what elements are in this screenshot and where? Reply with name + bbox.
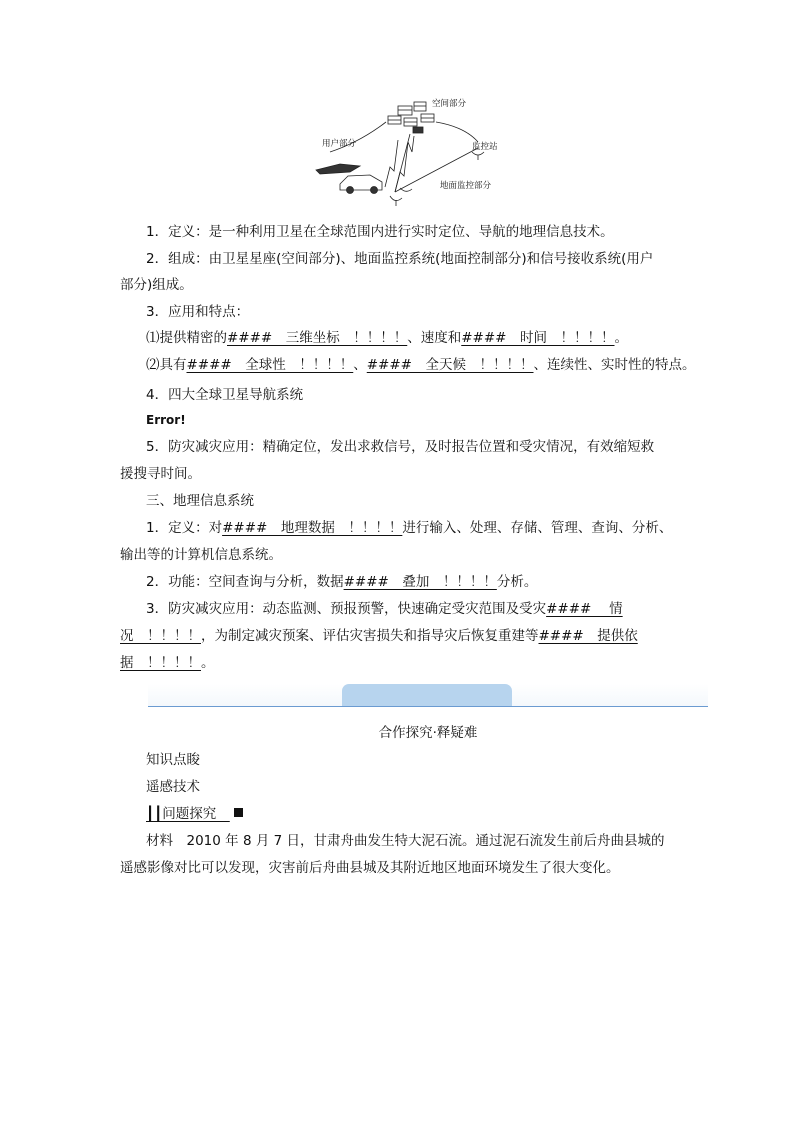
gps-four-systems: 4．四大全球卫星导航系统 [146, 387, 304, 403]
label-user: 用户部分 [322, 139, 357, 149]
gps-application-2: ⑵具有#### 全球性 ！！！！、#### 全天候 ！！！！、连续性、实时性的特点。 [146, 357, 696, 373]
gps-composition: 2．组成：由卫星星座(空间部分)、地面监控系统(地面控制部分)和信号接收系统(用户 [146, 251, 654, 267]
blank-answer: 据 ！！！！ [120, 655, 201, 671]
blank-answer: 况 ！！！！ [120, 628, 201, 644]
lightning-icon [385, 140, 398, 187]
signal-arc [436, 122, 478, 142]
blank-answer: #### 时间 ！！！！ [461, 330, 615, 346]
blank-answer: #### 全球性 ！！！！ [186, 357, 354, 373]
blank-answer: #### 全天候 ！！！！ [366, 357, 534, 373]
gps-disaster: 5．防灾减灾应用：精确定位，发出求救信号，及时报告位置和受灾情况，有效缩短救 [146, 439, 655, 455]
gis-disaster: 3．防灾减灾应用：动态监测、预报预警，快速确定受灾范围及受灾#### 情 [146, 601, 623, 617]
knowledge-point-heading: 知识点睃 [146, 752, 200, 768]
gps-application: 3．应用和特点： [146, 304, 250, 320]
gis-function: 2．功能：空间查询与分析，数据#### 叠加 ！！！！分析。 [146, 574, 538, 590]
satellite-dish-icon [390, 152, 484, 206]
blank-answer: #### 地理数据 ！！！！ [222, 520, 403, 536]
section-divider [148, 706, 708, 707]
error-text: Error! [146, 413, 186, 427]
blank-answer: #### 提供依 [538, 628, 638, 644]
material-paragraph: 材料 2010 年 8 月 7 日，甘肃舟曲发生特大泥石流。通过泥石流发生前后舟曲县城的 [146, 833, 665, 849]
gis-disaster-cont: 况 ！！！！，为制定减灾预案、评估灾害损失和指导灾后恢复重建等#### 提供依 [120, 628, 638, 644]
car-icon [316, 164, 382, 194]
square-marker-icon [234, 808, 243, 817]
blank-answer: #### 情 [546, 601, 623, 617]
gps-application-1: ⑴提供精密的#### 三维坐标 ！！！！、速度和#### 时间 ！！！！。 [146, 330, 628, 346]
section-title: 合作探究·释疑难 [378, 725, 478, 741]
section-banner-tab [342, 684, 512, 706]
satellite-icon [388, 102, 434, 133]
gis-definition-cont: 输出等的计算机信息系统。 [120, 547, 282, 563]
label-monitor: 监控站 [472, 142, 498, 152]
blank-answer: #### 叠加 ！！！！ [343, 574, 497, 590]
gis-definition: 1．定义：对#### 地理数据 ！！！！进行输入、处理、存储、管理、查询、分析、 [146, 520, 673, 536]
gps-composition-cont: 部分)组成。 [120, 277, 193, 293]
question-explore-label: ┃┃问题探究 [120, 801, 680, 828]
gps-system-diagram [300, 92, 520, 212]
label-space: 空间部分 [432, 99, 467, 109]
material-paragraph-cont: 遥感影像对比可以发现，灾害前后舟曲县城及其附近地区地面环境发生了很大变化。 [120, 860, 620, 876]
gis-disaster-end: 据 ！！！！。 [120, 655, 215, 671]
label-ground: 地面监控部分 [440, 181, 492, 191]
gps-disaster-cont: 援搜寻时间。 [120, 466, 201, 482]
blank-answer: #### 三维坐标 ！！！！ [227, 330, 408, 346]
section-heading-gis: 三、地理信息系统 [146, 493, 254, 509]
gps-definition: 1．定义：是一种利用卫星在全球范围内进行实时定位、导航的地理信息技术。 [146, 224, 614, 240]
topic-remote-sensing: 遥感技术 [146, 779, 200, 795]
